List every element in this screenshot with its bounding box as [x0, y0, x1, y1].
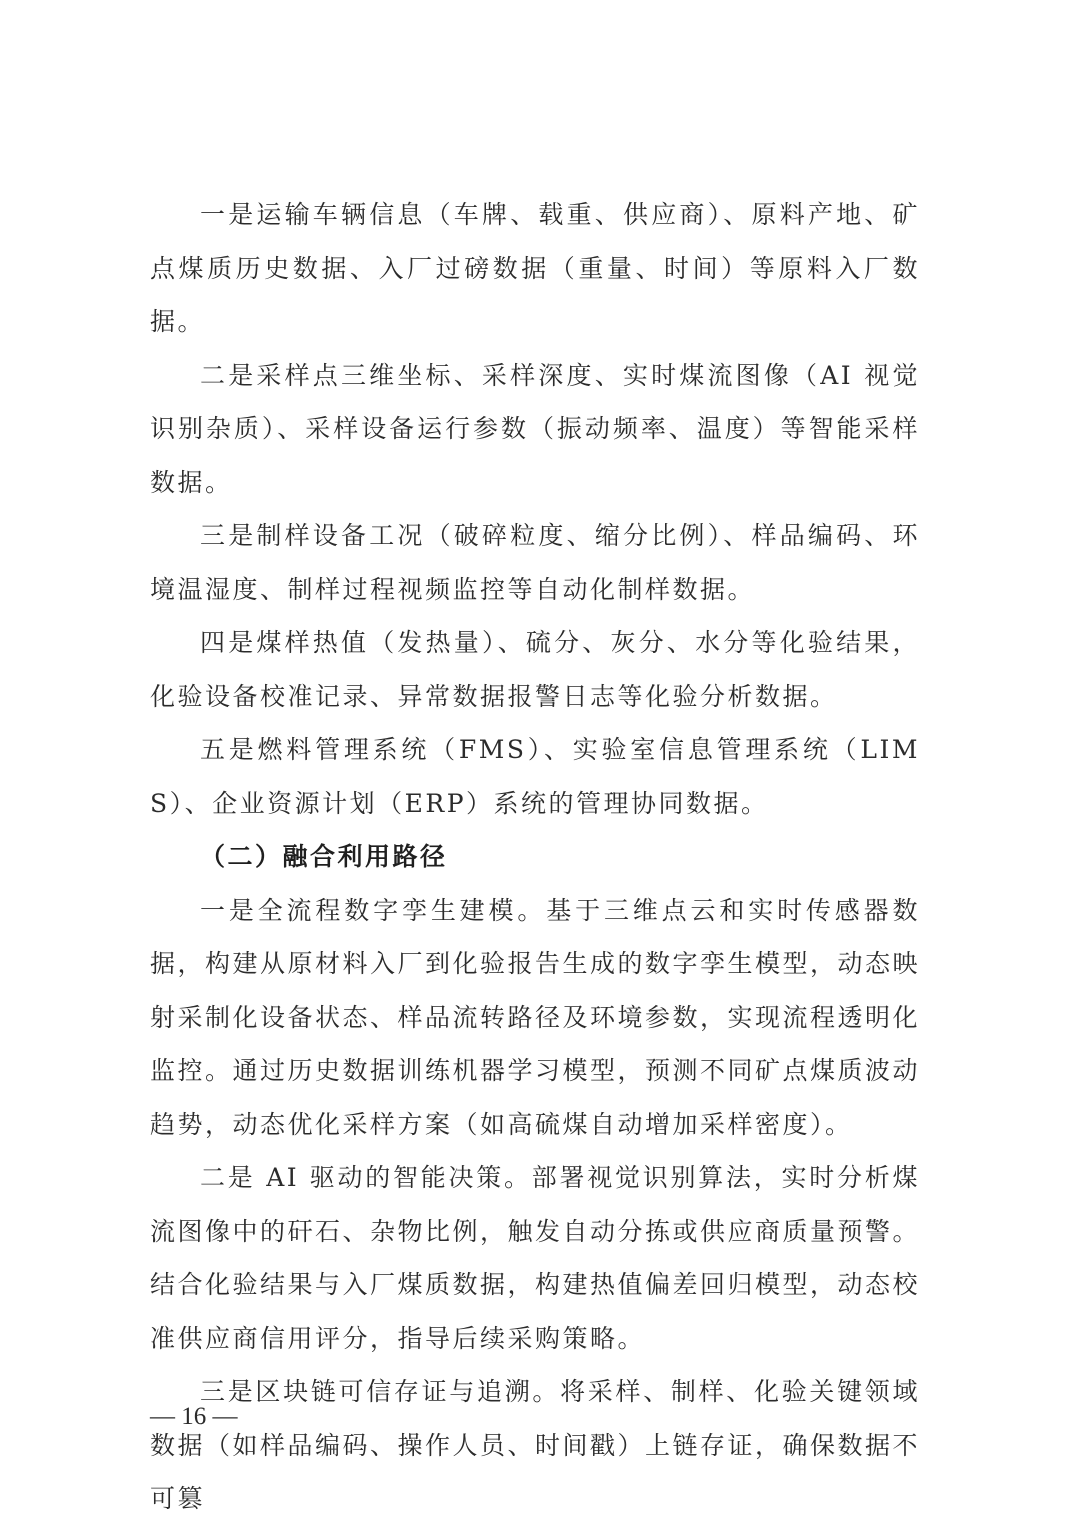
- page-number: — 16 —: [150, 1403, 238, 1430]
- paragraph-digital-twin-modeling: 一是全流程数字孪生建模。基于三维点云和实时传感器数据，构建从原材料入厂到化验报告生成的数字孪生模型，动态映射采制化设备状态、样品流转路径及环境参数，实现流程透明化监控。通过历史数据训练机器学习模型，预测不同矿点煤质波动趋势，动态优化采样方案（如高硫煤自动增加采样密度）。: [150, 895, 921, 1139]
- section-heading: （二）融合利用路径: [200, 842, 448, 871]
- paragraph-automated-sample-prep-data: 三是制样设备工况（破碎粒度、缩分比例）、样品编码、环境温湿度、制样过程视频监控等自动化制样数据。: [150, 521, 920, 604]
- paragraph-lab-analysis-data: 四是煤样热值（发热量）、硫分、灰分、水分等化验结果，化验设备校准记录、异常数据报警日志等化验分析数据。: [150, 628, 920, 711]
- paragraph-ai-driven-decision: 二是 AI 驱动的智能决策。部署视觉识别算法，实时分析煤流图像中的矸石、杂物比例，触发自动分拣或供应商质量预警。结合化验结果与入厂煤质数据，构建热值偏差回归模型，动态校准供应商信用评分，指导后续采购策略。: [150, 1163, 921, 1353]
- paragraph-management-collaboration-data: 五是燃料管理系统（FMS）、实验室信息管理系统（LIMS）、企业资源计划（ERP）系统的管理协同数据。: [150, 735, 920, 818]
- paragraph-raw-material-entry-data: 一是运输车辆信息（车牌、载重、供应商）、原料产地、矿点煤质历史数据、入厂过磅数据（重量、时间）等原料入厂数据。: [150, 200, 920, 336]
- paragraph-blockchain-traceability: 三是区块链可信存证与追溯。将采样、制样、化验关键领域数据（如样品编码、操作人员、时间戳）上链存证，确保数据不可篡: [150, 1377, 921, 1513]
- paragraph-smart-sampling-data: 二是采样点三维坐标、采样深度、实时煤流图像（AI 视觉识别杂质）、采样设备运行参数（振动频率、温度）等智能采样数据。: [150, 360, 920, 497]
- document-body: [150, 188, 920, 1526]
